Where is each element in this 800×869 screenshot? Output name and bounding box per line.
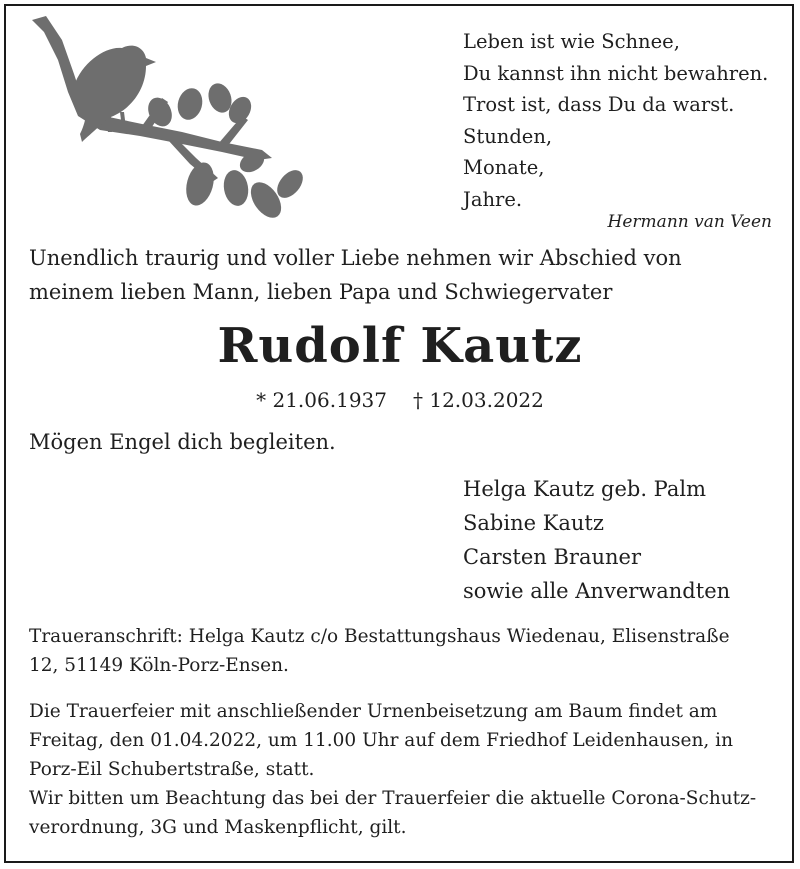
poem-line: Leben ist wie Schnee,: [463, 30, 680, 53]
mourning-address: [29, 622, 730, 680]
poem-line: Du kannst ihn nicht bewahren.: [463, 61, 769, 85]
intro-text: [29, 241, 682, 309]
ceremony-line: Porz-Eil Schubertstraße, statt.: [29, 759, 315, 780]
intro-line: meinem lieben Mann, lieben Papa und Schwiegervater: [29, 280, 613, 304]
mourner-name: Helga Kautz geb. Palm: [463, 477, 707, 501]
poem-line: Jahre.: [463, 187, 523, 211]
address-line: Traueranschrift: Helga Kautz c/o Bestattungshaus Wiedenau, Elisenstraße: [29, 626, 730, 647]
life-dates: [0, 388, 800, 412]
poem-author: Hermann van Veen: [607, 212, 772, 232]
mourner-name: Sabine Kautz: [463, 511, 604, 535]
poem: [463, 26, 768, 215]
bird-on-branch-illustration: [22, 12, 322, 232]
birth-date: * 21.06.1937: [256, 388, 387, 412]
ceremony-info: [29, 697, 756, 842]
ceremony-line: Wir bitten um Beachtung das bei der Trauerfeier die aktuelle Corona-Schutz-: [29, 788, 757, 809]
poem-line: Monate,: [463, 156, 545, 179]
death-date: † 12.03.2022: [413, 388, 544, 412]
poem-line: Stunden,: [463, 124, 553, 148]
poem-line: Trost ist, dass Du da warst.: [463, 93, 735, 116]
deceased-name: Rudolf Kautz: [217, 318, 583, 374]
blessing-text: Mögen Engel dich begleiten.: [29, 430, 336, 454]
ceremony-line: Die Trauerfeier mit anschließender Urnenbeisetzung am Baum findet am: [29, 701, 718, 722]
mourners-list: [463, 472, 730, 608]
mourner-name: sowie alle Anverwandten: [463, 579, 731, 603]
ceremony-line: Freitag, den 01.04.2022, um 11.00 Uhr auf dem Friedhof Leidenhausen, in: [29, 730, 734, 751]
address-line: 12, 51149 Köln-Porz-Ensen.: [29, 655, 289, 676]
ceremony-line: verordnung, 3G und Maskenpflicht, gilt.: [29, 817, 407, 838]
mourner-name: Carsten Brauner: [463, 545, 641, 569]
intro-line: Unendlich traurig und voller Liebe nehmen wir Abschied von: [29, 246, 682, 270]
